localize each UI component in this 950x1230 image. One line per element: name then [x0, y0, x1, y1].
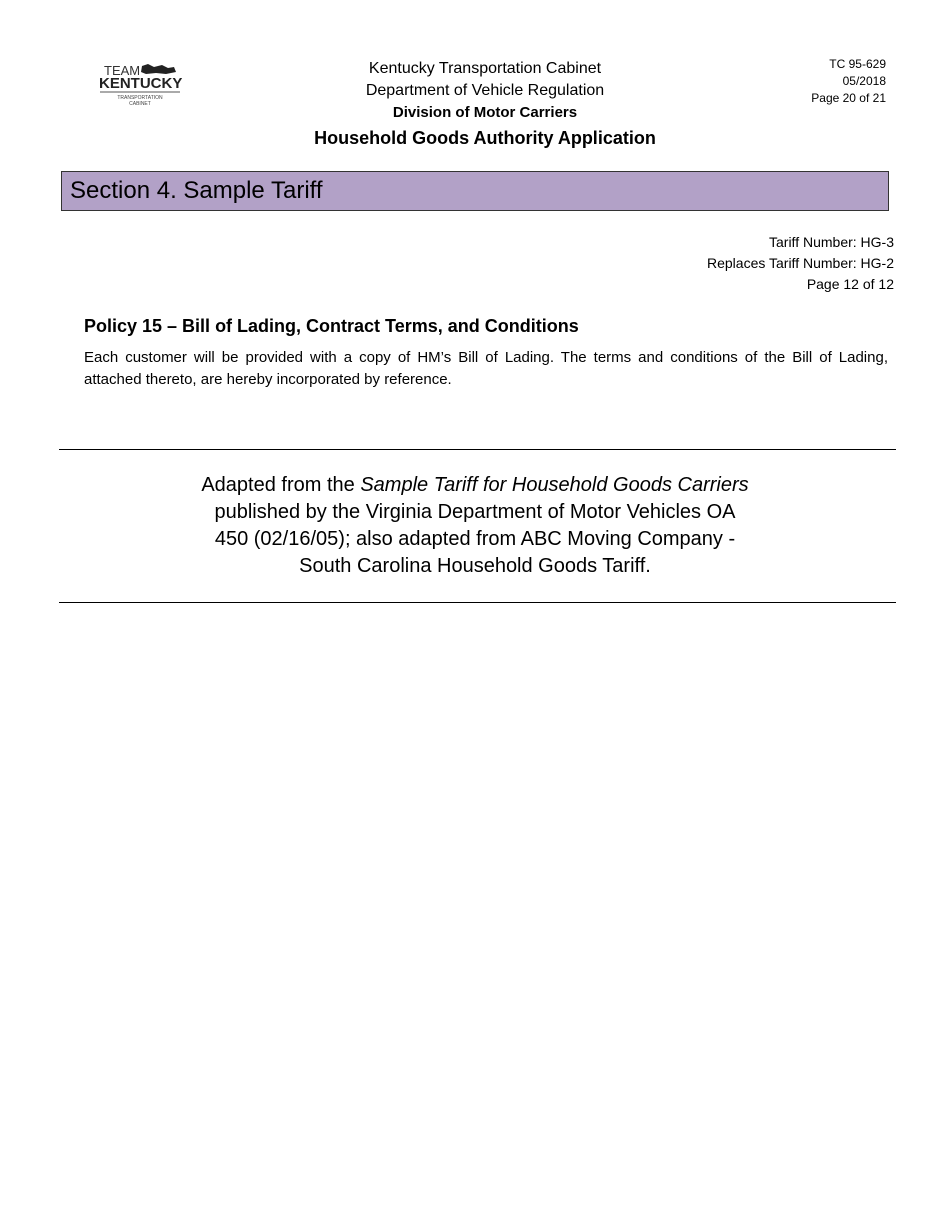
form-number: TC 95-629 [829, 57, 886, 71]
replaces-tariff-number: Replaces Tariff Number: HG-2 [707, 255, 894, 271]
adapted-prefix: Adapted from the [201, 474, 361, 496]
form-page-number: Page 20 of 21 [811, 91, 886, 105]
logo-team-text: TEAM [104, 63, 141, 78]
header-agency: Kentucky Transportation Cabinet [368, 60, 602, 77]
application-title: Household Goods Authority Application [314, 128, 656, 148]
divider-bottom [59, 602, 896, 603]
tariff-page-number: Page 12 of 12 [806, 276, 894, 292]
policy-body: Each customer will be provided with a copy of HM’s Bill of Lading. The terms and conditions of the Bill of Lading, attached thereto, are hereby incorporated by reference. [84, 349, 888, 388]
kentucky-state-icon [141, 64, 176, 74]
section-title: Section 4. Sample Tariff [61, 171, 889, 211]
form-date: 05/2018 [842, 74, 886, 88]
form-info [811, 56, 886, 107]
header-division: Division of Motor Carriers [392, 104, 578, 121]
policy-heading: Policy 15 – Bill of Lading, Contract Terms, and Conditions [84, 316, 579, 336]
logo-kentucky-text: KENTUCKY [99, 75, 183, 92]
document-header [230, 58, 740, 152]
header-department: Department of Vehicle Regulation [365, 82, 605, 99]
adapted-suffix: published by the Virginia Department of Motor Vehicles OA 450 (02/16/05); also adapted from ABC Moving Company - South Carolina Household Goods Tariff. [214, 501, 736, 577]
logo-sub-text-2: CABINET [129, 101, 151, 107]
adapted-note [200, 472, 750, 580]
tariff-number: Tariff Number: HG-3 [769, 234, 894, 250]
tariff-info [707, 232, 894, 295]
divider-top [59, 449, 896, 450]
adapted-italic-title: Sample Tariff for Household Goods Carriers [360, 474, 749, 496]
logo-sub-text-1: TRANSPORTATION [117, 95, 163, 101]
team-kentucky-logo [96, 60, 186, 110]
